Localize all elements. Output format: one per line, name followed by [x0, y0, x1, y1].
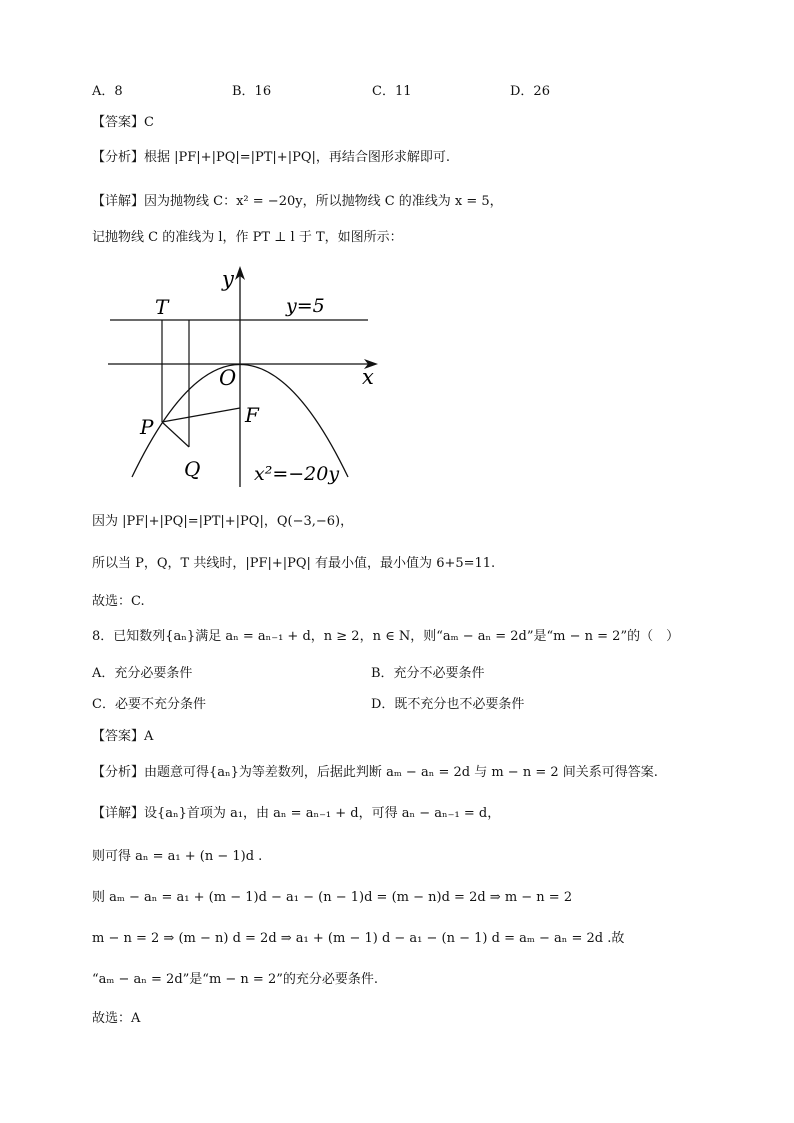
- option-a: A．8: [92, 84, 123, 99]
- detail-text-4: 所以当 P，Q，T 共线时，|PF|+|PQ| 有最小值，最小值为 6+5=11.: [92, 556, 496, 571]
- parabola-figure: [100, 262, 390, 492]
- detail-text-1: 设{aₙ}首项为 a₁，由 aₙ = aₙ₋₁ + d，可得 aₙ − aₙ₋₁ = d，: [144, 806, 501, 821]
- answer-row-q7: [92, 114, 154, 132]
- answer-row-q8: [92, 728, 153, 746]
- answer-label: 【答案】: [92, 115, 145, 130]
- q8-option-d: D．既不充分也不必要条件: [371, 697, 525, 712]
- label-directrix: y=5: [286, 295, 325, 317]
- q8-option-b: B．充分不必要条件: [371, 666, 485, 681]
- label-t: T: [155, 295, 169, 319]
- option-c: C．11: [372, 84, 412, 99]
- choose-q8: 故选：A: [92, 1011, 141, 1026]
- label-q: Q: [184, 457, 201, 481]
- label-y: y: [222, 267, 234, 291]
- label-f: F: [245, 403, 259, 427]
- detail-text-3: 因为 |PF|+|PQ|=|PT|+|PQ|，Q(−3,−6)，: [92, 514, 354, 529]
- label-x: x: [362, 365, 374, 389]
- q8-detail-text-4: m − n = 2 ⇒ (m − n) d = 2d ⇒ a₁ + (m − 1) d − a₁ − (n − 1) d = aₘ − aₙ = 2d .故: [92, 931, 625, 946]
- q8-detail-text-2: 则可得 aₙ = a₁ + (n − 1)d .: [92, 849, 263, 864]
- segment-pf: [162, 408, 240, 422]
- analysis-label: 【分析】: [92, 765, 145, 780]
- analysis-text: 根据 |PF|+|PQ|=|PT|+|PQ|，再结合图形求解即可.: [144, 150, 450, 165]
- detail-label: 【详解】: [92, 194, 145, 209]
- detail-text-1: 因为抛物线 C：x² = −20y，所以抛物线 C 的准线为 x = 5，: [144, 194, 503, 209]
- answer-value: A: [144, 729, 154, 744]
- choose-q7: 故选：C.: [92, 594, 145, 609]
- detail-row-q8: [92, 805, 500, 823]
- analysis-row-q7: [92, 149, 450, 167]
- answer-label: 【答案】: [92, 729, 145, 744]
- q8-detail-text-3: 则 aₘ − aₙ = a₁ + (m − 1)d − a₁ − (n − 1)d = (m − n)d = 2d ⇒ m − n = 2: [92, 890, 573, 905]
- analysis-label: 【分析】: [92, 150, 145, 165]
- label-curve: x²=−20y: [254, 463, 340, 485]
- detail-row-q7: [92, 193, 503, 211]
- option-b: B．16: [232, 84, 272, 99]
- answer-value: C: [144, 115, 154, 130]
- detail-label: 【详解】: [92, 806, 145, 821]
- analysis-text: 由题意可得{aₙ}为等差数列，后据此判断 aₘ − aₙ = 2d 与 m − n = 2 间关系可得答案.: [144, 765, 658, 780]
- segment-pq: [162, 422, 189, 447]
- analysis-row-q8: [92, 764, 658, 782]
- question-8-stem: 8．已知数列{aₙ}满足 aₙ = aₙ₋₁ + d，n ≥ 2，n ∈ N，则“aₘ − aₙ = 2d”是“m − n = 2”的（ ）: [92, 629, 680, 644]
- q8-detail-text-5: “aₘ − aₙ = 2d”是“m − n = 2”的充分必要条件.: [92, 972, 379, 987]
- label-p: P: [140, 415, 154, 439]
- detail-text-2: 记抛物线 C 的准线为 l，作 PT ⊥ l 于 T，如图所示：: [92, 230, 403, 245]
- q8-option-a: A．充分必要条件: [92, 666, 193, 681]
- label-origin: O: [219, 366, 237, 390]
- option-d: D．26: [510, 84, 550, 99]
- q8-option-c: C．必要不充分条件: [92, 697, 206, 712]
